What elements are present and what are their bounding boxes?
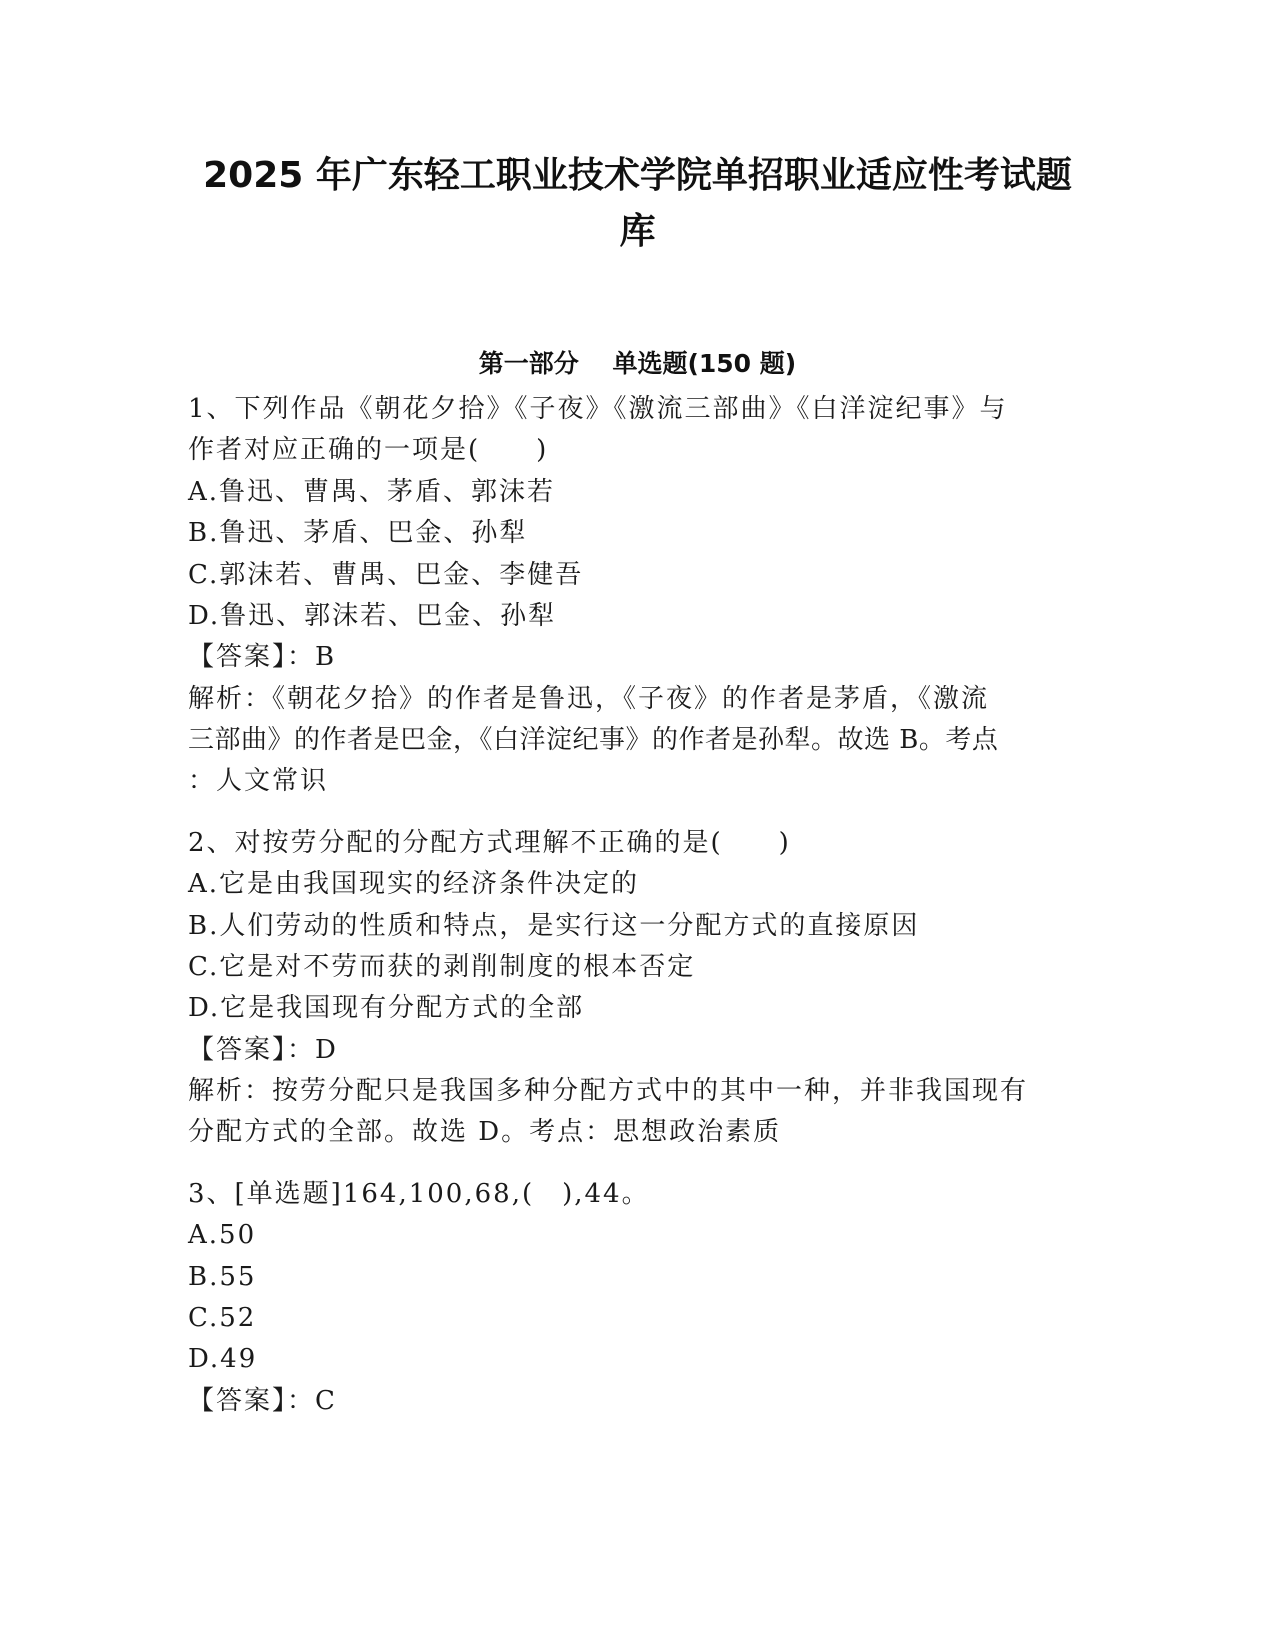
q2-option-c: C.它是对不劳而获的剥削制度的根本否定 [188,952,696,982]
q3-stem-line-1: 3、[单选题]164,100,68,( ),44。 [188,1179,650,1209]
q2-option-d: D.它是我国现有分配方式的全部 [188,993,585,1023]
q2-answer: 【答案】：D [188,1035,338,1065]
q2-option-a: A.它是由我国现实的经济条件决定的 [188,869,640,899]
q3-answer: 【答案】：C [188,1386,337,1416]
q1-option-a: A.鲁迅、曹禺、茅盾、郭沫若 [188,477,556,507]
document-title [150,148,1125,260]
q1-option-b: B.鲁迅、茅盾、巴金、孙犁 [188,518,528,548]
q1-analysis-line-1: 解析：《朝花夕拾》的作者是鲁迅，《子夜》的作者是茅盾，《激流 [188,684,990,714]
q1-stem-line-1: 1、下列作品《朝花夕拾》《子夜》《激流三部曲》《白洋淀纪事》与 [188,394,1008,424]
q1-answer: 【答案】：B [188,642,337,672]
q2-analysis-line-2: 分配方式的全部。故选 D。考点：思想政治素质 [188,1117,782,1147]
q3-option-d: D.49 [188,1344,258,1374]
q1-option-d: D.鲁迅、郭沫若、巴金、孙犁 [188,601,557,631]
q2-option-b: B.人们劳动的性质和特点，是实行这一分配方式的直接原因 [188,911,920,941]
q2-analysis-line-1: 解析：按劳分配只是我国多种分配方式中的其中一种，并非我国现有 [188,1076,1029,1106]
document-title-line-1: 2025 年广东轻工职业技术学院单招职业适应性考试题 [203,155,1072,196]
q1-option-c: C.郭沫若、曹禺、巴金、李健吾 [188,560,584,590]
q2-stem-line-1: 2、对按劳分配的分配方式理解不正确的是( ) [188,828,791,858]
section-title: 第一部分 单选题(150 题) [478,349,797,378]
q1-analysis-line-2: 三部曲》的作者是巴金，《白洋淀纪事》的作者是孙犁。故选 B。考点 [188,725,999,755]
document-title-line-2: 库 [619,211,656,252]
q1-analysis-line-3: ：人文常识 [188,766,329,796]
q3-option-c: C.52 [188,1303,257,1333]
q1-stem-line-2: 作者对应正确的一项是( ) [188,435,549,465]
q3-option-a: A.50 [188,1220,257,1250]
q3-option-b: B.55 [188,1262,257,1292]
